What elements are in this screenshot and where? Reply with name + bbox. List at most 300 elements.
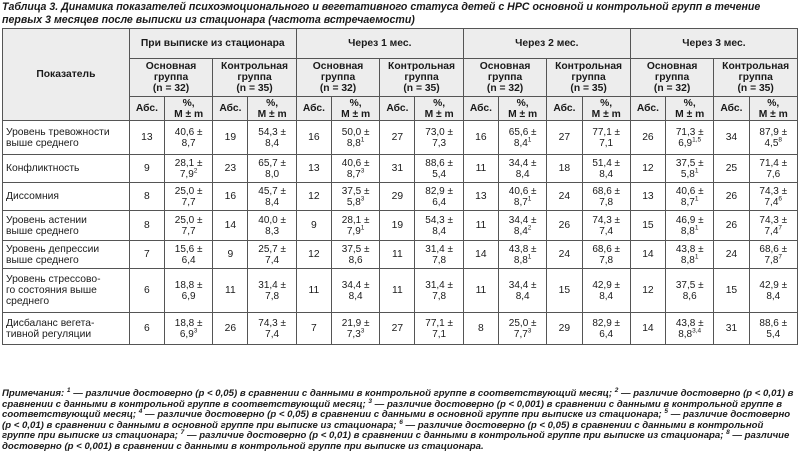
abs-value: 13	[296, 155, 331, 183]
group-name: Контрольная группа	[555, 61, 623, 83]
abs-value: 14	[630, 241, 665, 269]
abs-value: 8	[129, 183, 164, 211]
abs-header: Абс.	[129, 97, 164, 121]
row-label-line: Конфликтность	[6, 163, 80, 174]
group-name: Контрольная группа	[722, 61, 790, 83]
pct-mean: 74,3 ±	[759, 214, 788, 226]
group-size: (n = 35)	[236, 83, 273, 94]
abs-value: 14	[213, 211, 248, 241]
mean-error-label: M ± m	[675, 108, 705, 120]
pct-value	[248, 269, 296, 313]
group-size: (n = 35)	[403, 83, 440, 94]
pct-mean: 37,5 ±	[341, 243, 370, 255]
pct-error: 7,3	[432, 137, 447, 149]
significance-mark: 3	[360, 167, 365, 175]
mean-error-label: M ± m	[424, 108, 454, 120]
abs-header: Абс.	[547, 97, 582, 121]
pct-header	[248, 97, 296, 121]
pct-error: 7,9	[179, 168, 194, 180]
pct-error: 6,9	[181, 290, 196, 302]
abs-header: Абс.	[213, 97, 248, 121]
period-header: Через 2 мес.	[463, 29, 630, 59]
significance-mark: 1	[360, 136, 365, 144]
abs-value: 19	[380, 211, 415, 241]
abs-value: 11	[380, 269, 415, 313]
significance-mark: 1	[694, 167, 699, 175]
note-mark: 4	[138, 408, 143, 415]
group-name: Основная группа	[145, 61, 197, 83]
pct-value	[749, 241, 797, 269]
period-header: Через 3 мес.	[630, 29, 797, 59]
pct-value	[248, 121, 296, 155]
pct-value	[331, 269, 379, 313]
row-label-line: Уровень депрессии	[6, 243, 100, 255]
pct-error: 7,4	[265, 254, 280, 266]
abs-value: 14	[630, 313, 665, 345]
abs-value: 26	[213, 313, 248, 345]
pct-mean: 34,4 ±	[508, 157, 537, 169]
abs-value: 16	[213, 183, 248, 211]
pct-value	[248, 313, 296, 345]
pct-mean: 68,6 ±	[759, 243, 788, 255]
pct-mean: 43,8 ±	[675, 317, 704, 329]
abs-value: 15	[547, 269, 582, 313]
pct-label: %,	[516, 97, 529, 109]
pct-value	[582, 155, 630, 183]
pct-value	[164, 313, 212, 345]
significance-mark: 7	[778, 253, 783, 261]
pct-header	[749, 97, 797, 121]
pct-error: 7,3	[346, 328, 361, 340]
group-size: (n = 32)	[653, 83, 691, 94]
pct-error: 8,7	[181, 137, 196, 149]
abs-header: Абс.	[463, 97, 498, 121]
abs-value: 15	[630, 211, 665, 241]
table-body	[3, 121, 798, 345]
row-label-line: среднего	[6, 296, 50, 307]
group-name: Основная группа	[312, 61, 364, 83]
pct-error: 7,1	[432, 328, 447, 340]
note-mark: 1	[66, 386, 71, 394]
pct-error: 8,4	[348, 290, 363, 302]
abs-value: 11	[296, 269, 331, 313]
pct-error: 8,4	[599, 168, 614, 180]
abs-value: 26	[714, 211, 749, 241]
pct-mean: 25,7 ±	[258, 243, 286, 255]
pct-error: 7,8	[432, 254, 447, 266]
pct-mean: 87,9 ±	[759, 126, 788, 138]
abs-value: 9	[296, 211, 331, 241]
pct-mean: 82,9 ±	[592, 317, 621, 329]
pct-value	[749, 183, 797, 211]
pct-mean: 68,6 ±	[592, 185, 621, 197]
group-name: Контрольная группа	[388, 61, 456, 83]
pct-mean: 37,5 ±	[675, 279, 704, 291]
pct-value	[248, 183, 296, 211]
pct-mean: 31,4 ±	[425, 243, 454, 255]
pct-error: 8,4	[766, 290, 781, 302]
mean-error-label: M ± m	[758, 108, 788, 120]
pct-value	[331, 121, 379, 155]
note-mark: 6	[399, 418, 403, 426]
abs-value: 13	[129, 121, 164, 155]
abs-value: 11	[213, 269, 248, 313]
pct-error: 6,4	[432, 196, 447, 208]
abs-value: 26	[630, 121, 665, 155]
row-label-line: Уровень тревожности	[6, 126, 110, 138]
pct-value	[164, 269, 212, 313]
pct-error: 5,4	[432, 168, 447, 180]
abs-value: 27	[380, 121, 415, 155]
abs-value: 18	[547, 155, 582, 183]
pct-mean: 25,0 ±	[508, 317, 537, 329]
pct-value	[749, 211, 797, 241]
row-label-line: Уровень стрессово-	[6, 274, 101, 285]
note-text: — различие достоверно (p < 0,05) в сравнении с данными в контрольной группе в соответствующий месяц;	[70, 388, 615, 399]
pct-mean: 43,8 ±	[675, 243, 704, 255]
pct-error: 8,7	[346, 168, 361, 180]
pct-mean: 74,3 ±	[258, 317, 286, 329]
abs-value: 7	[129, 241, 164, 269]
abs-value: 29	[547, 313, 582, 345]
abs-value: 19	[213, 121, 248, 155]
note-mark: 7	[180, 429, 185, 437]
pct-error: 8,7	[513, 196, 528, 208]
significance-mark: 6	[778, 195, 783, 203]
note-text: — различие достоверно (p < 0,001) в сравнении с данными в контрольной группе в соответствующий месяц;	[2, 398, 783, 421]
abs-value: 27	[547, 121, 582, 155]
pct-error: 8,7	[680, 196, 695, 208]
pct-value	[666, 241, 714, 269]
pct-error: 7,7	[181, 196, 196, 208]
pct-value	[248, 211, 296, 241]
table-row	[3, 155, 798, 183]
pct-value	[582, 121, 630, 155]
pct-header	[164, 97, 212, 121]
pct-error: 6,9	[179, 328, 194, 340]
pct-mean: 71,4 ±	[759, 157, 788, 169]
pct-value	[164, 183, 212, 211]
pct-error: 7,4	[265, 328, 280, 340]
pct-value	[415, 313, 463, 345]
pct-mean: 34,4 ±	[508, 214, 537, 226]
significance-mark: 3	[527, 327, 532, 335]
pct-value	[331, 241, 379, 269]
pct-value	[582, 183, 630, 211]
pct-error: 5,8	[680, 168, 695, 180]
pct-value	[248, 155, 296, 183]
pct-mean: 40,0 ±	[258, 214, 286, 226]
pct-value	[415, 183, 463, 211]
abs-value: 13	[630, 183, 665, 211]
pct-label: %,	[349, 97, 362, 109]
pct-error: 6,4	[181, 254, 196, 266]
pct-mean: 88,6 ±	[425, 157, 454, 169]
pct-error: 4,5	[764, 137, 779, 149]
pct-mean: 43,8 ±	[508, 243, 537, 255]
significance-mark: 2	[193, 167, 198, 175]
pct-value	[499, 241, 547, 269]
table-row	[3, 121, 798, 155]
abs-value: 31	[714, 313, 749, 345]
pct-value	[749, 269, 797, 313]
abs-value: 14	[463, 241, 498, 269]
pct-value	[666, 313, 714, 345]
pct-header	[499, 97, 547, 121]
group-header	[714, 59, 798, 97]
abs-value: 9	[213, 241, 248, 269]
pct-mean: 40,6 ±	[174, 126, 203, 138]
row-label-line: Дисбаланс вегета-	[6, 317, 95, 329]
pct-error: 8,4	[599, 290, 614, 302]
group-header	[380, 59, 464, 97]
significance-mark: 1	[694, 224, 699, 232]
significance-mark: 1	[527, 253, 532, 261]
pct-mean: 42,9 ±	[592, 279, 621, 291]
pct-mean: 77,1 ±	[592, 126, 621, 138]
significance-mark: 1	[694, 253, 699, 261]
pct-value	[666, 155, 714, 183]
abs-value: 34	[714, 121, 749, 155]
pct-error: 8,4	[432, 225, 447, 237]
abs-value: 15	[714, 269, 749, 313]
abs-value: 8	[129, 211, 164, 241]
pct-mean: 68,6 ±	[592, 243, 621, 255]
pct-error: 8,4	[515, 168, 530, 180]
row-label-line: тивной регуляции	[6, 328, 92, 340]
pct-value	[499, 155, 547, 183]
note-text: — различие достоверно (p < 0,01) в сравнении с данными в контрольной группе при выписке из стационара;	[184, 430, 727, 442]
row-label-line: выше среднего	[6, 137, 79, 149]
group-name: Основная группа	[479, 61, 531, 83]
note-mark: 3	[368, 397, 373, 405]
abs-value: 12	[296, 183, 331, 211]
significance-mark: 8	[778, 136, 783, 144]
row-label	[3, 241, 130, 269]
significance-mark: 3	[360, 195, 365, 203]
pct-mean: 73,0 ±	[425, 126, 454, 138]
pct-mean: 25,0 ±	[174, 214, 203, 226]
data-table	[2, 28, 798, 345]
pct-value	[499, 121, 547, 155]
table-header	[3, 29, 798, 121]
pct-error: 8,8	[680, 254, 695, 266]
pct-mean: 31,4 ±	[258, 279, 286, 291]
period-header: При выписке из стационара	[129, 29, 296, 59]
table-row	[3, 211, 798, 241]
pct-mean: 28,1 ±	[174, 157, 203, 169]
pct-error: 8,3	[265, 225, 280, 237]
pct-error: 6,4	[599, 328, 614, 340]
group-size: (n = 32)	[152, 83, 190, 94]
pct-label: %,	[600, 97, 613, 109]
pct-mean: 77,1 ±	[425, 317, 454, 329]
abs-value: 7	[296, 313, 331, 345]
pct-value	[415, 211, 463, 241]
abs-value: 24	[547, 241, 582, 269]
pct-value	[499, 269, 547, 313]
pct-mean: 25,0 ±	[174, 185, 203, 197]
abs-value: 11	[463, 211, 498, 241]
pct-mean: 34,4 ±	[508, 279, 537, 291]
table-row	[3, 313, 798, 345]
pct-value	[331, 313, 379, 345]
group-header	[296, 59, 380, 97]
row-label-line: го состояния выше	[6, 285, 97, 296]
pct-value	[749, 313, 797, 345]
row-label-line: Уровень астении	[6, 214, 87, 226]
pct-mean: 45,7 ±	[258, 185, 286, 197]
pct-value	[415, 241, 463, 269]
group-size: (n = 35)	[570, 83, 607, 94]
pct-error: 7,8	[599, 196, 614, 208]
abs-value: 31	[380, 155, 415, 183]
abs-value: 23	[213, 155, 248, 183]
pct-error: 8,6	[348, 254, 363, 266]
pct-error: 7,1	[599, 137, 614, 149]
abs-value: 29	[380, 183, 415, 211]
group-header	[129, 59, 213, 97]
abs-value: 9	[129, 155, 164, 183]
mean-error-label: M ± m	[341, 108, 371, 120]
abs-value: 11	[463, 155, 498, 183]
pct-value	[499, 183, 547, 211]
significance-mark: 7	[778, 224, 783, 232]
table-row	[3, 241, 798, 269]
row-label-line: выше среднего	[6, 225, 79, 237]
table-row	[3, 183, 798, 211]
pct-mean: 40,6 ±	[341, 157, 370, 169]
note-text: — различие достоверно (p < 0,05) в сравнении с данными в контрольной группе при выписке из стационара;	[2, 419, 764, 442]
significance-mark: 1	[694, 195, 699, 203]
pct-header	[415, 97, 463, 121]
pct-value	[415, 121, 463, 155]
pct-error: 8,4	[513, 225, 528, 237]
pct-mean: 21,9 ±	[341, 317, 370, 329]
abs-value: 16	[463, 121, 498, 155]
mean-error-label: M ± m	[257, 108, 287, 120]
pct-mean: 51,4 ±	[592, 157, 621, 169]
pct-mean: 65,6 ±	[508, 126, 537, 138]
abs-value: 6	[129, 269, 164, 313]
abs-header: Абс.	[296, 97, 331, 121]
table-title: Таблица 3. Динамика показателей психоэмоционального и вегетативного статуса детей с НРС основной и контрольной групп в течение первых 3 месяцев после выписки из стационара (частота встречаемости)	[2, 1, 761, 26]
note-mark: 5	[664, 408, 669, 415]
abs-value: 26	[714, 183, 749, 211]
row-label	[3, 183, 130, 211]
notes-prefix: Примечания:	[2, 388, 67, 399]
pct-value	[582, 313, 630, 345]
pct-mean: 31,4 ±	[425, 279, 454, 291]
pct-mean: 54,3 ±	[258, 126, 286, 138]
pct-value	[331, 155, 379, 183]
abs-value: 13	[463, 183, 498, 211]
group-header	[463, 59, 547, 97]
pct-value	[582, 211, 630, 241]
pct-value	[415, 155, 463, 183]
pct-mean: 15,6 ±	[174, 243, 203, 255]
pct-label: %,	[433, 97, 446, 109]
pct-mean: 50,0 ±	[341, 126, 370, 138]
pct-mean: 18,8 ±	[174, 317, 203, 329]
pct-value	[164, 121, 212, 155]
period-header: Через 1 мес.	[296, 29, 463, 59]
pct-error: 8,4	[265, 137, 280, 149]
mean-error-label: M ± m	[591, 108, 621, 120]
pct-value	[164, 211, 212, 241]
group-size: (n = 32)	[319, 83, 357, 94]
note-text: — различие достоверно (p < 0,05) в сравнении с данными в основной группе при выписке из стационара;	[142, 409, 665, 421]
pct-mean: 74,3 ±	[759, 185, 788, 197]
pct-error: 8,8	[680, 225, 695, 237]
abs-value: 16	[296, 121, 331, 155]
pct-error: 5,8	[346, 196, 361, 208]
pct-mean: 42,9 ±	[759, 279, 788, 291]
row-label	[3, 269, 130, 313]
abs-header: Абс.	[630, 97, 665, 121]
note-text: — различие достоверно (p < 0,01) в сравнении с данными в основной группе при выписке из стационара;	[2, 409, 791, 431]
pct-mean: 88,6 ±	[759, 317, 788, 329]
abs-value: 25	[714, 155, 749, 183]
pct-error: 8,4	[515, 290, 530, 302]
significance-mark: 3	[360, 327, 365, 335]
pct-mean: 74,3 ±	[592, 214, 621, 226]
pct-value	[499, 211, 547, 241]
pct-error: 6,9	[678, 137, 693, 149]
pct-error: 7,8	[599, 254, 614, 266]
abs-value: 12	[630, 269, 665, 313]
pct-value	[331, 211, 379, 241]
pct-mean: 34,4 ±	[341, 279, 370, 291]
significance-mark: 1,5	[692, 136, 702, 144]
significance-mark: 3	[193, 327, 198, 335]
pct-value	[666, 211, 714, 241]
pct-label: %,	[767, 97, 780, 109]
pct-value	[415, 269, 463, 313]
pct-value	[749, 155, 797, 183]
row-label	[3, 211, 130, 241]
note-text: — различие достоверно (p < 0,001) в сравнении с данными в контрольной группе при выписке из стационара.	[2, 430, 790, 452]
pct-mean: 40,6 ±	[508, 185, 537, 197]
pct-value	[666, 269, 714, 313]
pct-value	[582, 241, 630, 269]
significance-mark: 1	[527, 195, 532, 203]
pct-label: %,	[182, 97, 195, 109]
row-label-line: Диссомния	[6, 191, 59, 202]
abs-value: 24	[714, 241, 749, 269]
pct-value	[248, 241, 296, 269]
note-text: — различие достоверно (p < 0,01) в сравнении с данными в контрольной группе в соответствующий месяц;	[2, 388, 794, 410]
abs-value: 11	[380, 241, 415, 269]
pct-value	[749, 121, 797, 155]
group-size: (n = 35)	[737, 83, 774, 94]
mean-error-label: M ± m	[508, 108, 538, 120]
pct-error: 7,8	[764, 254, 779, 266]
abs-header: Абс.	[380, 97, 415, 121]
row-label	[3, 155, 130, 183]
pct-error: 8,8	[346, 137, 361, 149]
table-notes	[2, 386, 798, 453]
pct-mean: 54,3 ±	[425, 214, 454, 226]
pct-header	[582, 97, 630, 121]
note-mark: 2	[614, 386, 619, 394]
mean-error-label: M ± m	[174, 108, 204, 120]
pct-value	[582, 269, 630, 313]
row-label-line: выше среднего	[6, 254, 79, 266]
group-name: Основная группа	[646, 61, 698, 83]
abs-header: Абс.	[714, 97, 749, 121]
pct-mean: 18,8 ±	[174, 279, 203, 291]
